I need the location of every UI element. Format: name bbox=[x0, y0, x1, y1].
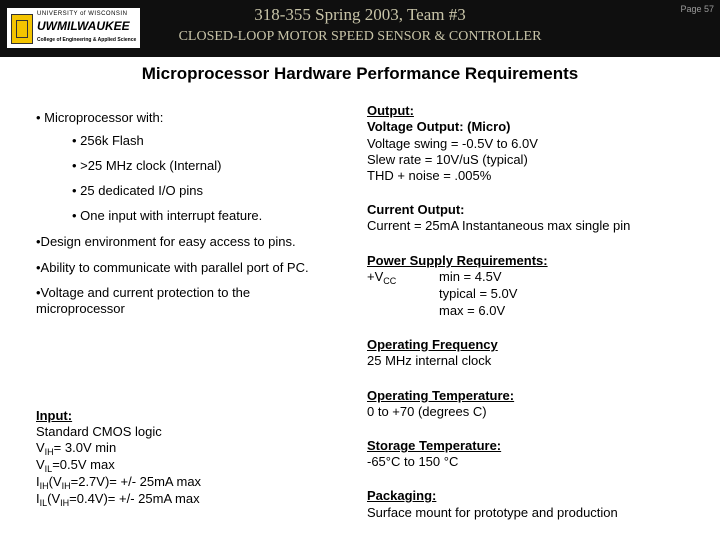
input-vih: $V_{IH}= 3.0V$ min bbox=[36, 440, 117, 457]
page-number: Page 57 bbox=[680, 4, 714, 14]
crest-icon bbox=[11, 14, 33, 44]
output-subheading: Voltage Output: (Micro) bbox=[367, 119, 511, 134]
micro-item: • 256k Flash bbox=[72, 133, 144, 148]
packaging-heading: Packaging: bbox=[367, 488, 437, 503]
power-min: min = 4.5V bbox=[439, 269, 502, 284]
current-output-heading: Current Output: bbox=[367, 202, 465, 217]
bullet-communicate: •Ability to communicate with parallel port of PC. bbox=[36, 260, 309, 275]
output-line: THD + noise = .005% bbox=[367, 168, 492, 183]
logo-name: UWMILWAUKEE bbox=[37, 19, 130, 33]
micro-item: • One input with interrupt feature. bbox=[72, 208, 263, 223]
input-iil: $I_{IL}(V_{IH}=0.4V)=$ +/- 25mA max bbox=[36, 491, 200, 508]
bullet-design: •Design environment for easy access to pins. bbox=[36, 234, 296, 249]
input-vil: $V_{IL}=0.5V$ max bbox=[36, 457, 115, 474]
output-heading: Output: bbox=[367, 103, 414, 118]
power-max: max = 6.0V bbox=[439, 303, 506, 318]
micro-heading: • Microprocessor with: bbox=[36, 110, 164, 125]
power-typical: typical = 5.0V bbox=[439, 286, 518, 301]
current-output-line: Current = 25mA Instantaneous max single pin bbox=[367, 218, 631, 233]
input-logic: Standard CMOS logic bbox=[36, 424, 162, 439]
frequency-line: 25 MHz internal clock bbox=[367, 353, 492, 368]
storage-temp-line: -65°C to 150 °C bbox=[367, 454, 459, 469]
header-title: 318-355 Spring 2003, Team #3 bbox=[254, 5, 466, 24]
logo-college: College of Engineering & Applied Science bbox=[37, 37, 137, 43]
slide-title: Microprocessor Hardware Performance Requirements bbox=[141, 64, 579, 83]
micro-item: • 25 dedicated I/O pins bbox=[72, 183, 204, 198]
output-line: Slew rate = 10V/uS (typical) bbox=[367, 152, 528, 167]
storage-temp-heading: Storage Temperature: bbox=[367, 438, 502, 453]
input-iih: $I_{IH}(V_{IH}=2.7V)=$ +/- 25mA max bbox=[36, 474, 202, 491]
logo-university: UNIVERSITY of WISCONSIN bbox=[37, 11, 128, 17]
power-vcc: $+V_{CC}$ bbox=[367, 269, 397, 286]
university-logo bbox=[7, 8, 140, 48]
header-band bbox=[0, 0, 720, 57]
frequency-heading: Operating Frequency bbox=[367, 337, 498, 352]
micro-item: • >25 MHz clock (Internal) bbox=[72, 158, 222, 173]
packaging-line: Surface mount for prototype and production bbox=[367, 505, 618, 520]
op-temp-heading: Operating Temperature: bbox=[367, 388, 515, 403]
output-line: Voltage swing = -0.5V to 6.0V bbox=[367, 136, 538, 151]
input-heading: Input: bbox=[36, 408, 73, 423]
bullet-protection: •Voltage and current protection to the microprocessor bbox=[36, 285, 251, 316]
op-temp-line: 0 to +70 (degrees C) bbox=[367, 404, 487, 419]
power-heading: Power Supply Requirements: bbox=[367, 253, 548, 268]
header-subtitle: CLOSED-LOOP MOTOR SPEED SENSOR & CONTROLLER bbox=[178, 29, 542, 44]
